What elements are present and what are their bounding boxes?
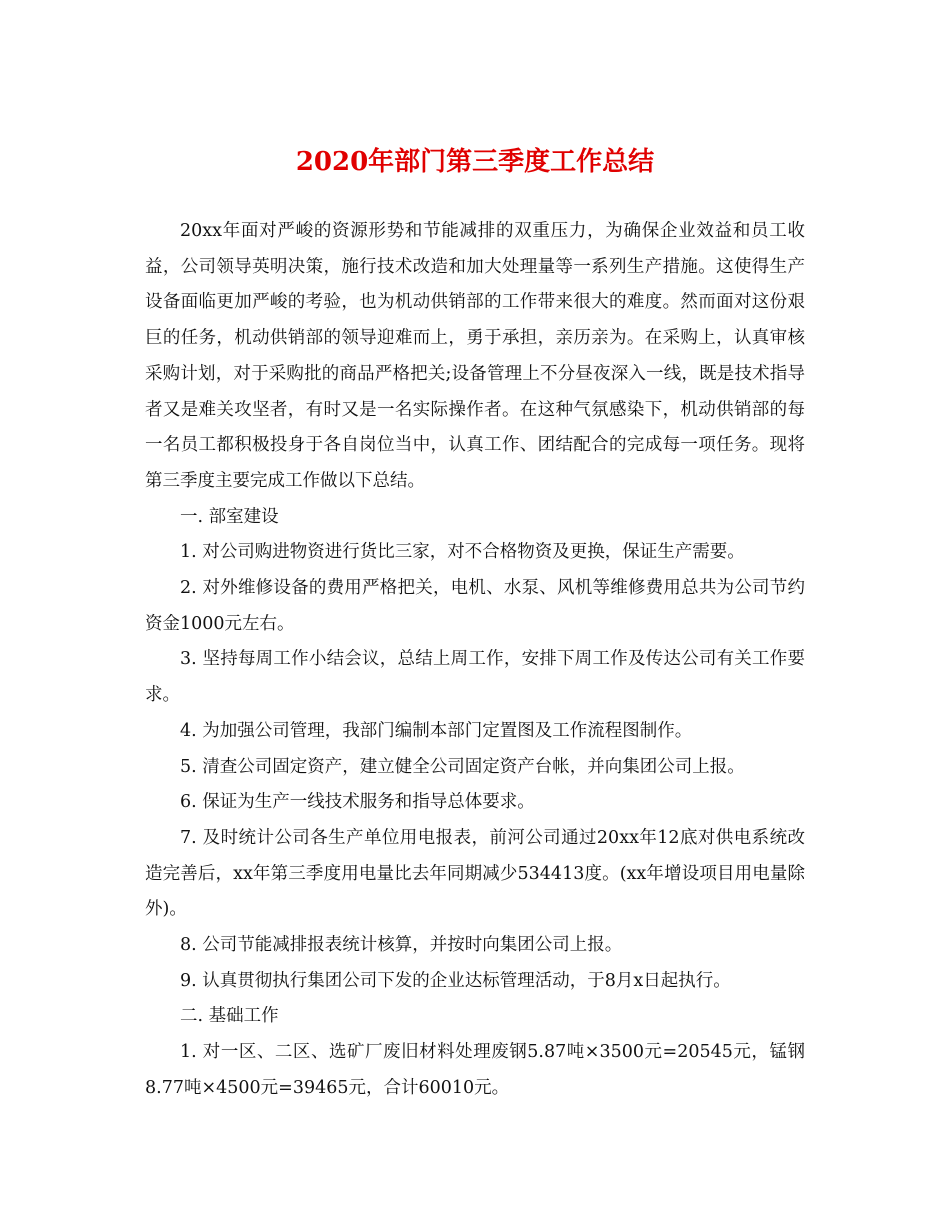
list-item: 1. 对公司购进物资进行货比三家，对不合格物资及更换，保证生产需要。 [180, 542, 745, 563]
intro-paragraph: 20xx年面对严峻的资源形势和节能减排的双重压力，为确保企业效益和员工收益，公司领导英明决策，施行技术改造和加大处理量等一系列生产措施。这使得生产设备面临更加严峻的考验，也为机动供销部的工作带来很大的难度。然而面对这份艰巨的任务，机动供销部的领导迎难而上，勇于承担，亲历亲为。在采购上，认真审核采购计划，对于采购批的商品严格把关;设备管理上不分昼夜深入一线，既是技术指导者又是难关攻坚者，有时又是一名实际操作者。在这种气氛感染下，机动供销部的每一名员工都积极投身于各自岗位当中，认真工作、团结配合的完成每一项任务。现将第三季度主要完成工作做以下总结。 [145, 221, 805, 491]
list-item: 8. 公司节能减排报表统计核算，并按时向集团公司上报。 [180, 935, 623, 956]
document-title: 2020年部门第三季度工作总结 [295, 147, 655, 177]
section-heading-basic-work: 二. 基础工作 [180, 1006, 279, 1027]
list-item: 4. 为加强公司管理，我部门编制本部门定置图及工作流程图制作。 [180, 720, 693, 741]
list-item: 1. 对一区、二区、选矿厂废旧材料处理废钢5.87吨×3500元=20545元，锰钢8.77吨×4500元=39465元，合计60010元。 [145, 1042, 805, 1098]
list-item: 6. 保证为生产一线技术服务和指导总体要求。 [180, 792, 535, 813]
list-item: 5. 清查公司固定资产，建立健全公司固定资产台帐，并向集团公司上报。 [180, 756, 745, 777]
list-item: 3. 坚持每周工作小结会议，总结上周工作，安排下周工作及传达公司有关工作要求。 [145, 649, 805, 706]
list-item: 9. 认真贯彻执行集团公司下发的企业达标管理活动，于8月x日起执行。 [180, 970, 731, 991]
list-item: 7. 及时统计公司各生产单位用电报表，前河公司通过20xx年12底对供电系统改造完善后，xx年第三季度用电量比去年同期减少534413度。(xx年增设项目用电量除外)。 [145, 827, 805, 920]
document-body [145, 214, 805, 1107]
section-heading-department-construction: 一. 部室建设 [180, 506, 279, 527]
list-item: 2. 对外维修设备的费用严格把关，电机、水泵、风机等维修费用总共为公司节约资金1000元左右。 [145, 578, 805, 634]
